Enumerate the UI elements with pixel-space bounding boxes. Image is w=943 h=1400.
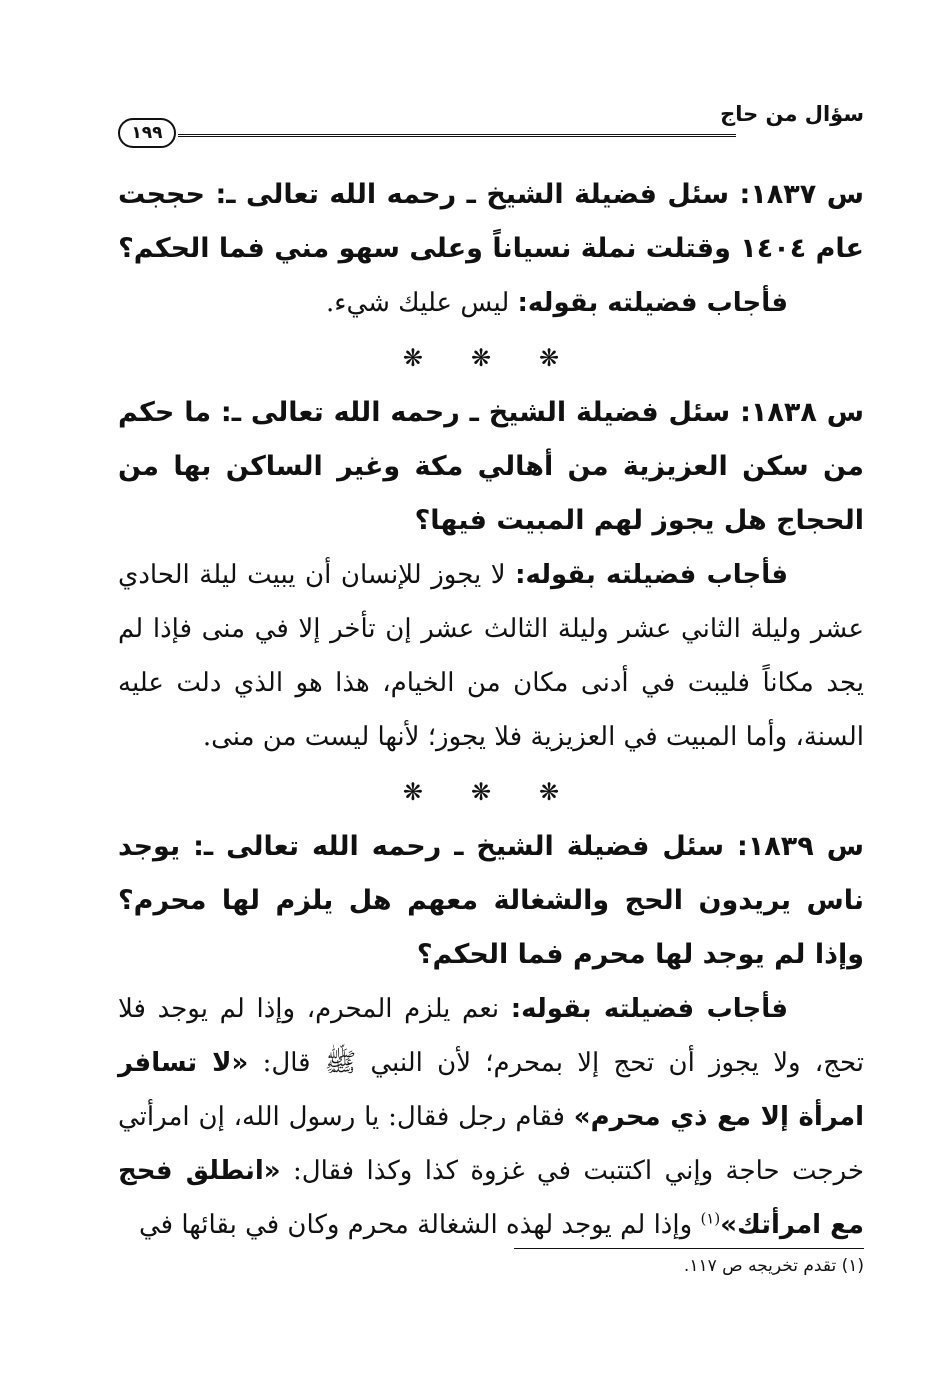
question-text: سئل فضيلة الشيخ ـ رحمه الله تعالى ـ: حججت عام ١٤٠٤ وقتلت نملة نسياناً وعلى سهو مني فما الحكم؟	[118, 179, 864, 264]
question-1839	[118, 820, 864, 982]
answer-1839	[118, 982, 864, 1252]
answer-lead: فأجاب فضيلته بقوله:	[510, 994, 789, 1024]
asterism-icon: ❋	[539, 778, 580, 806]
question-1837	[118, 168, 864, 276]
question-text: سئل فضيلة الشيخ ـ رحمه الله تعالى ـ: يوجد ناس يريدون الحج والشغالة معهم هل يلزم لها محرم؟ وإذا لم يوجد لها محرم فما الحكم؟	[118, 831, 864, 970]
answer-lead: فأجاب فضيلته بقوله:	[517, 288, 788, 318]
answer-text-part-2: فقام رجل فقال: يا رسول الله، إن امرأتي خرجت حاجة وإني اكتتبت في غزوة كذا وكذا فقال:	[118, 1102, 864, 1186]
page-number: ١٩٩	[118, 118, 176, 148]
running-title: سؤال من حاج	[720, 102, 864, 126]
hadith-quote: «انطلق فحج مع امرأتك»	[118, 1156, 864, 1240]
asterism-icon: ❋	[470, 344, 512, 372]
section-separator	[118, 764, 864, 820]
book-page	[118, 96, 864, 1376]
header-rule	[178, 134, 736, 137]
page-content	[118, 168, 864, 1252]
answer-text-part-1: نعم يلزم المحرم، وإذا لم يوجد فلا تحج، ولا يجوز أن تحج إلا بمحرم؛ لأن النبي ﷺ قال:	[118, 994, 865, 1078]
running-header	[118, 96, 864, 150]
footnote: (١) تقدم تخريجه ص ١١٧.	[683, 1256, 864, 1276]
answer-1837	[118, 276, 864, 330]
asterism-icon: ❋	[402, 344, 443, 372]
question-number: س ١٨٣٨:	[740, 397, 864, 428]
footnote-rule	[514, 1248, 864, 1249]
section-separator	[118, 330, 864, 386]
answer-1838	[118, 548, 864, 764]
question-number: س ١٨٣٩:	[737, 831, 864, 862]
question-text: سئل فضيلة الشيخ ـ رحمه الله تعالى ـ: ما حكم من سكن العزيزية من أهالي مكة وغير الساكن بها من الحجاج هل يجوز لهم المبيت فيها؟	[118, 397, 864, 536]
question-number: س ١٨٣٧:	[739, 179, 864, 210]
footnote-reference[interactable]: (١)	[700, 1209, 721, 1228]
question-1838	[118, 386, 864, 548]
asterism-icon: ❋	[402, 778, 443, 806]
answer-text: لا يجوز للإنسان أن يبيت ليلة الحادي عشر وليلة الثاني عشر وليلة الثالث عشر إن تأخر إلا في منى فإذا لم يجد مكاناً فليبت في أدنى مكان من الخيام، هذا هو الذي دلت عليه السنة، وأما المبيت في العزيزية فلا يجوز؛ لأنها ليست من منى.	[118, 560, 864, 752]
answer-text-part-3: وإذا لم يوجد لهذه الشغالة محرم وكان في بقائها في	[138, 1210, 693, 1240]
answer-text: ليس عليك شيء.	[325, 288, 510, 318]
hadith-quote: «لا تسافر امرأة إلا مع ذي محرم»	[118, 1048, 864, 1132]
answer-lead: فأجاب فضيلته بقوله:	[515, 560, 788, 590]
asterism-icon: ❋	[539, 344, 580, 372]
asterism-icon: ❋	[470, 778, 512, 806]
